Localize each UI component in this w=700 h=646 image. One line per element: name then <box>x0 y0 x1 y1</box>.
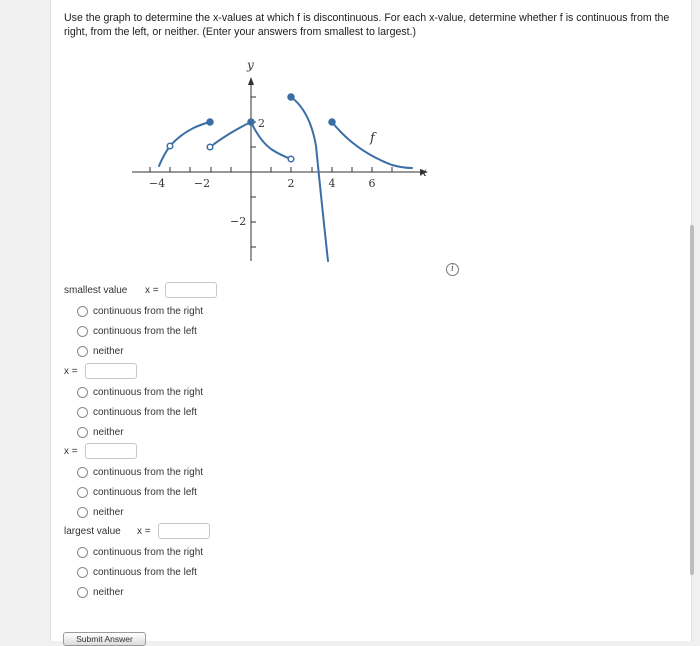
curve-piece-dip <box>251 122 291 159</box>
radio-button[interactable] <box>77 507 88 518</box>
curve-piece-rise <box>210 122 251 147</box>
closed-point <box>207 119 213 125</box>
x-value-input-3[interactable] <box>85 443 137 459</box>
scrollbar[interactable] <box>690 225 694 575</box>
radio-button[interactable] <box>77 567 88 578</box>
curve-piece-drop <box>291 97 328 261</box>
y-axis-label: y <box>247 58 254 72</box>
radio-button[interactable] <box>77 587 88 598</box>
open-point <box>167 143 173 149</box>
x-equals-label: x = <box>64 366 78 377</box>
function-label: f <box>370 131 375 146</box>
open-point <box>207 144 213 150</box>
option-label: neither <box>93 346 124 357</box>
x-tick-label: 6 <box>368 177 376 190</box>
x-tick-label: −2 <box>193 177 211 190</box>
x-tick-label: 4 <box>328 177 336 190</box>
option-label: continuous from the right <box>93 547 204 558</box>
radio-button[interactable] <box>77 326 88 337</box>
info-icon[interactable]: i <box>446 263 459 276</box>
x-equals-label: x = <box>64 446 78 457</box>
radio-button[interactable] <box>77 346 88 357</box>
radio-button[interactable] <box>77 427 88 438</box>
y-tick-label: 2 <box>258 117 265 130</box>
function-graph <box>130 56 430 266</box>
option-label: continuous from the left <box>93 407 197 418</box>
smallest-value-label: smallest value <box>64 285 128 296</box>
submit-answer-button[interactable]: Submit Answer <box>63 632 146 646</box>
option-label: continuous from the right <box>93 306 204 317</box>
option-label: neither <box>93 427 124 438</box>
question-text: Use the graph to determine the x-values at which f is discontinuous. For each x-value, determine whether f is continuous from the right, from the left, or neither. (Enter your answers from smallest to largest.) <box>64 12 670 38</box>
x-tick-label: 2 <box>287 177 295 190</box>
x-tick-label: −4 <box>148 177 166 190</box>
x-equals-label: x = <box>145 285 159 296</box>
x-value-input-4[interactable] <box>158 523 210 539</box>
closed-point <box>248 119 254 125</box>
option-label: neither <box>93 587 124 598</box>
x-equals-label: x = <box>137 526 151 537</box>
largest-value-label: largest value <box>64 526 121 537</box>
option-label: continuous from the left <box>93 487 197 498</box>
open-point <box>288 156 294 162</box>
radio-button[interactable] <box>77 407 88 418</box>
x-value-input-1[interactable] <box>165 282 217 298</box>
y-tick-label: −2 <box>230 215 247 228</box>
y-axis-arrow <box>248 77 254 85</box>
x-axis-label: x <box>420 165 427 179</box>
closed-point <box>288 94 294 100</box>
radio-button[interactable] <box>77 467 88 478</box>
option-label: continuous from the right <box>93 387 204 398</box>
option-label: neither <box>93 507 124 518</box>
radio-button[interactable] <box>77 387 88 398</box>
x-value-input-2[interactable] <box>85 363 137 379</box>
radio-button[interactable] <box>77 306 88 317</box>
closed-point <box>329 119 335 125</box>
radio-button[interactable] <box>77 487 88 498</box>
option-label: continuous from the left <box>93 567 197 578</box>
option-label: continuous from the left <box>93 326 197 337</box>
option-label: continuous from the right <box>93 467 204 478</box>
radio-button[interactable] <box>77 547 88 558</box>
curve-piece-hump <box>170 122 210 146</box>
